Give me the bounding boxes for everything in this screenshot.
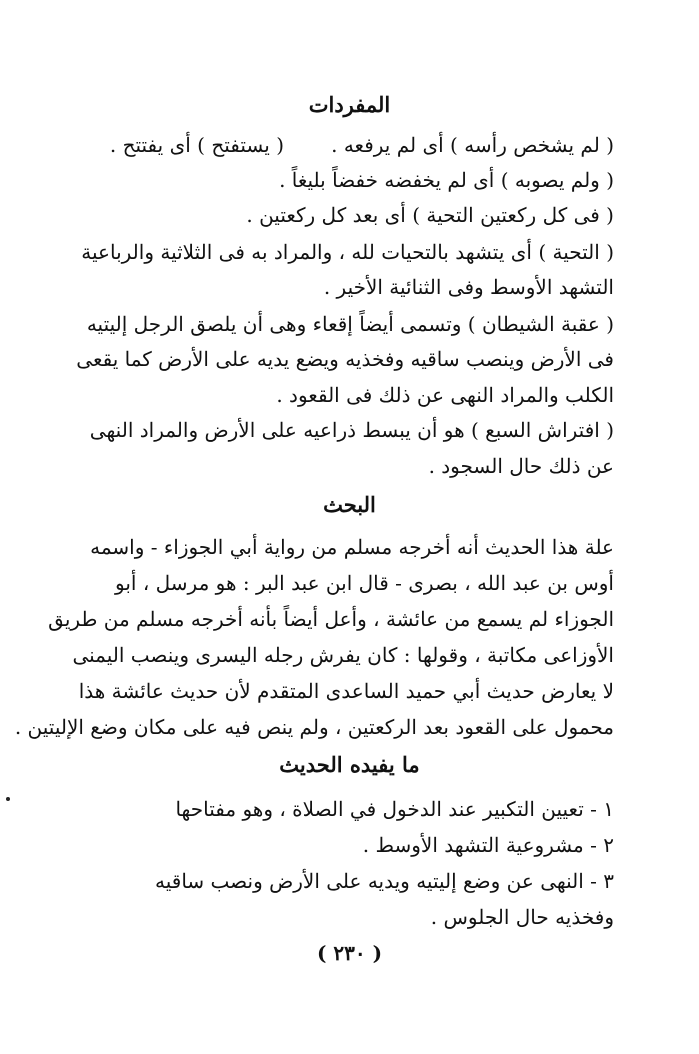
page-number: ( ٢٣٠ ) bbox=[316, 941, 383, 965]
research-line-4: الأوزاعى مكاتبة ، وقولها : كان يفرش رجله اليسرى وينصب اليمنى bbox=[72, 643, 614, 667]
vocab-line-5: التشهد الأوسط وفى الثنائية الأخير . bbox=[323, 275, 614, 299]
benefit-item-2: ٢ - مشروعية التشهد الأوسط . bbox=[362, 833, 614, 857]
vocab-line-9: ( افتراش السبع ) هو أن يبسط ذراعيه على الأرض والمراد النهى bbox=[89, 418, 614, 442]
research-line-6: محمول على القعود بعد الركعتين ، ولم ينص فيه على مكان وضع الإليتين . bbox=[14, 715, 614, 739]
benefit-item-3: ٣ - النهى عن وضع إليتيه ويديه على الأرض ونصب ساقيه bbox=[155, 869, 614, 893]
benefits-heading: ما يفيده الحديث bbox=[279, 752, 420, 777]
research-line-5: لا يعارض حديث أبي حميد الساعدى المتقدم لأن حديث عائشة هذا bbox=[78, 679, 614, 703]
vocab-line-6: ( عقبة الشيطان ) وتسمى أيضاً إقعاء وهى أن يلصق الرجل إليتيه bbox=[86, 312, 614, 336]
vocab-line-1a: ( يستفتح ) أى يفتتح . bbox=[109, 133, 284, 157]
vocab-heading: المفردات bbox=[308, 92, 391, 117]
vocab-line-3: ( فى كل ركعتين التحية ) أى بعد كل ركعتين . bbox=[246, 203, 614, 227]
vocab-line-10: عن ذلك حال السجود . bbox=[428, 454, 614, 478]
research-line-2: أوس بن عبد الله ، بصرى - قال ابن عبد البر : هو مرسل ، أبو bbox=[115, 571, 614, 595]
vocab-line-4: ( التحية ) أى يتشهد بالتحيات لله ، والمراد به فى الثلاثية والرباعية bbox=[81, 240, 614, 264]
research-line-1: علة هذا الحديث أنه أخرجه مسلم من رواية أبي الجوزاء - واسمه bbox=[90, 535, 614, 559]
margin-dot bbox=[6, 797, 10, 801]
vocab-line-2: ( ولم يصوبه ) أى لم يخفضه خفضاً بليغاً . bbox=[279, 168, 614, 192]
vocab-line-1b: ( لم يشخص رأسه ) أى لم يرفعه . bbox=[331, 133, 614, 157]
benefit-item-3-cont: وفخذيه حال الجلوس . bbox=[430, 905, 614, 929]
vocab-line-7: فى الأرض وينصب ساقيه وفخذيه ويضع يديه على الأرض كما يقعى bbox=[76, 347, 614, 371]
research-line-3: الجوزاء لم يسمع من عائشة ، وأعل أيضاً بأنه أخرجه مسلم من طريق bbox=[48, 607, 614, 631]
benefit-item-1: ١ - تعيين التكبير عند الدخول في الصلاة ، وهو مفتاحها bbox=[175, 797, 614, 821]
vocab-line-8: الكلب والمراد النهى عن ذلك فى القعود . bbox=[276, 383, 614, 407]
research-heading: البحث bbox=[323, 492, 376, 517]
